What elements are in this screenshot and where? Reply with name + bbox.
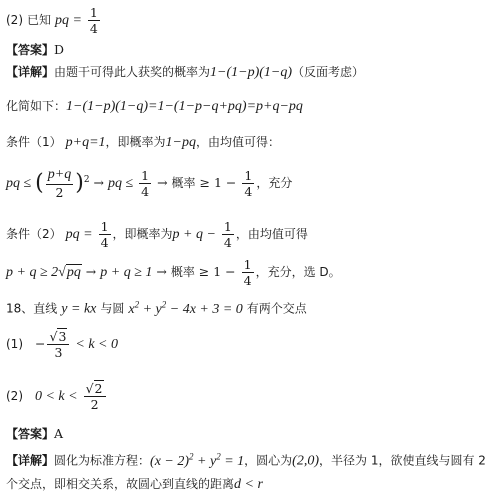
answer1-line: [6, 44, 64, 57]
detail2-text2: ，圆心为: [244, 453, 293, 468]
fraction-1-4-b: $\frac{1}{4}$: [141, 167, 150, 199]
cond1-text2: ，由均值可得：: [196, 135, 281, 149]
ineq2-tail: ，充分，选 D。: [255, 265, 341, 280]
sub2-known-line: [6, 6, 102, 35]
fraction-1-4: $\frac{1}{4}$: [89, 5, 98, 37]
fraction-1-4-e: $\frac{1}{4}$: [223, 219, 232, 251]
answer2-line: [6, 428, 63, 441]
cond2-label: 条件（2）: [6, 227, 62, 242]
fraction-p-plus-q-over-2: $\frac{p+q}{2}$: [47, 167, 72, 200]
opt2-label: (2): [6, 389, 23, 404]
answer1-value: D: [54, 42, 65, 57]
fraction-1-4-f: $\frac{1}{4}$: [243, 257, 252, 289]
expr-pq: pq =: [54, 13, 82, 29]
cond1-text: ，即概率为: [105, 135, 166, 149]
fraction-1-4-d: $\frac{1}{4}$: [100, 219, 109, 251]
q18-text1: 直线: [33, 301, 58, 316]
q18-text3: 有两个交点: [246, 301, 307, 316]
q18-line: y = kx: [61, 301, 97, 317]
detail2-line2: [6, 478, 263, 492]
detail1-label: 【详解】: [6, 65, 55, 79]
detail1-note: （反面考虑）: [292, 65, 365, 79]
detail1-line: [6, 66, 364, 80]
answer1-label: 【答案】: [6, 43, 55, 57]
option2-line: (2) 0 < k < $\frac{√2}{2}$: [6, 382, 108, 411]
ineq1-lhs: pq ≤: [6, 175, 32, 191]
condition1-line: [6, 136, 280, 150]
opt1-label: (1): [6, 337, 23, 352]
ineq1-tail: ，充分: [256, 175, 293, 190]
option1-line: (1) − $\frac{√3}{3}$ < k < 0: [6, 329, 118, 361]
fraction-sqrt2-over-2: $\frac{√2}{2}$: [84, 382, 106, 411]
cond1-label: 条件（1）: [6, 135, 62, 149]
detail1-expr: 1−(1−p)(1−q): [210, 65, 293, 80]
inequality2-line: p + q ≥ 2√pq → p + q ≥ 1 → 概率 ≥ 1 − $\frac{1}{4}$ ，充分，选 D。: [6, 257, 341, 289]
cond2-text: ，即概率为: [112, 227, 173, 242]
detail2-std-eq: $(x - 2)^2 + y^2 = 1$: [150, 451, 245, 469]
answer2-value: A: [54, 426, 64, 441]
simplify-line: [6, 100, 303, 114]
condition2-line: 条件（2） pq = $\frac{1}{4}$ ，即概率为p + q − $\frac{1}{4}$ ，由均值可得: [6, 219, 308, 251]
detail2-cond: d < r: [234, 477, 263, 492]
fraction-sqrt3-over-3: $\frac{√3}{3}$: [47, 330, 69, 359]
detail2-text1: 圆化为标准方程：: [54, 453, 151, 468]
detail2-line2-text: 个交点，即相交关系，故圆心到直线的距离: [6, 477, 235, 491]
cond1-prob: 1−pq: [165, 135, 196, 150]
answer2-label: 【答案】: [6, 427, 55, 441]
sub2-label: (2): [6, 13, 23, 28]
question18-line: [6, 300, 307, 317]
q18-text2: 与圆: [100, 301, 125, 316]
detail2-center: (2,0): [292, 453, 319, 469]
q18-circle: $x^2 + y^2 - 4x + 3 = 0$: [128, 299, 243, 317]
inequality1-line: pq ≤ ( $\frac{p+q}{2}$ )$^2$ → pq ≤ $\frac{1}{4}$ → 概率 ≥ 1 − $\frac{1}{4}$ ，充分: [6, 167, 293, 200]
fraction-1-4-c: $\frac{1}{4}$: [244, 167, 253, 199]
detail1-text: 由题干可得此人获奖的概率为: [54, 65, 211, 79]
detail2-text3: ，半径为 1，欲使直线与圆有 2: [319, 453, 486, 468]
simplify-expr: 1−(1−p)(1−q)=1−(1−p−q+pq)=p+q−pq: [66, 99, 303, 114]
detail2-line1: [6, 452, 486, 469]
cond2-text2: ，由均值可得: [235, 227, 308, 242]
q18-number: 18、: [6, 301, 34, 316]
cond1-expr: p+q=1: [65, 135, 106, 150]
sub2-known: 已知: [26, 13, 51, 28]
detail2-label: 【详解】: [6, 453, 55, 468]
simplify-label: 化简如下：: [6, 99, 67, 113]
